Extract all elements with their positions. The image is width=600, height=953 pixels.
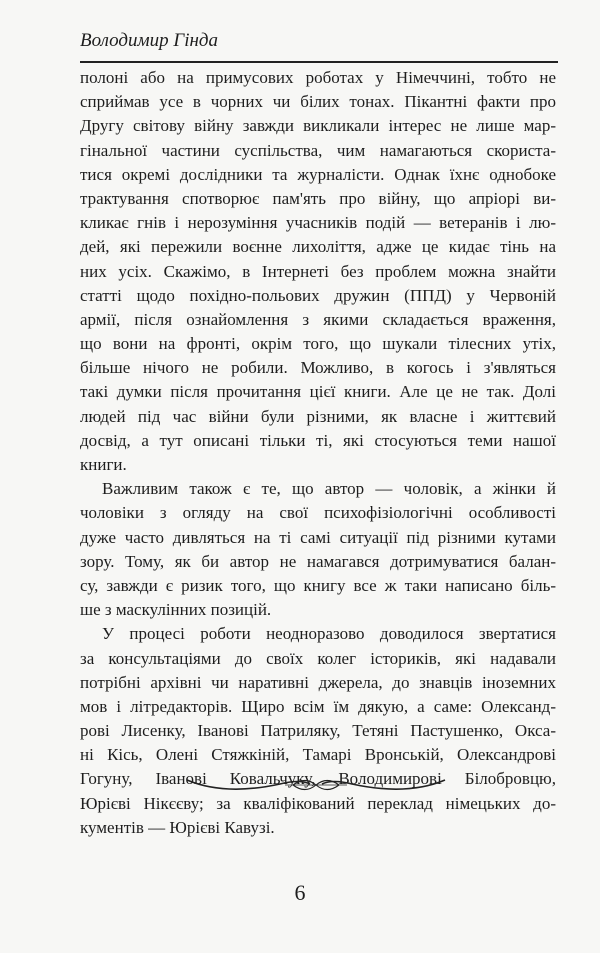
page-body <box>80 66 556 840</box>
ornament-divider <box>185 770 447 800</box>
text-line: полоні або на примусових роботах у Німеччині, тобто не <box>80 68 556 87</box>
text-line: Гогуну, Іванові Ковальчуку, Володимирові Білобровцю, <box>80 769 556 789</box>
text-line: дуже часто дивляться на ті самі ситуації під різними кутами <box>80 527 556 547</box>
text-line: Важливим також є те, що автор — чоловік, а жінки й <box>102 479 556 499</box>
text-line: гінальної частини суспільства, чим намагаються скориста- <box>80 140 556 160</box>
text-line: книги. <box>80 455 127 474</box>
text-line: кументів — Юрієві Кавузі. <box>80 817 275 837</box>
text-line: такі думки після прочитання цієї книги. Але це не так. Долі <box>80 382 556 402</box>
text-line: статті щодо похідно-польових дружин (ППД) у Червоній <box>80 285 556 305</box>
text-line: Другу світову війну завжди викликали інтерес не лише мар- <box>80 116 556 136</box>
text-line: сприймав усе в чорних чи білих тонах. Пікантні факти про <box>80 92 556 112</box>
text-line: чоловіки з огляду на свої психофізіологічні особливості <box>80 503 556 523</box>
text-line: рові Лисенку, Іванові Патриляку, Тетяні Пастушенко, Окса- <box>80 721 556 741</box>
text-line: су, завжди є ризик того, що книгу все ж таки написано біль- <box>80 575 556 595</box>
running-header-author: Володимир Гінда <box>80 30 219 51</box>
text-line: них усіх. Скажімо, в Інтернеті без проблем можна знайти <box>80 261 556 281</box>
text-line: мов і літредакторів. Щиро всім їм дякую, а саме: Олександ- <box>80 696 556 716</box>
text-line: людей під час війни були різними, як власне і життєвий <box>80 406 556 426</box>
text-line: за консультаціями до своїх колег істориків, які надавали <box>80 648 556 668</box>
header-rule <box>80 61 558 63</box>
text-line: більше нічого не робили. Можливо, в когось і з'являться <box>80 358 556 378</box>
text-line: Юрієві Нікєєву; за кваліфікований переклад німецьких до- <box>80 793 556 813</box>
text-line: зору. Тому, як би автор не намагався дотримуватися балан- <box>80 551 556 571</box>
text-line: ні Кісь, Олені Стяжкіній, Тамарі Вронській, Олександрові <box>80 745 556 765</box>
text-line: потрібні архівні чи наративні джерела, до знавців іноземних <box>80 672 556 692</box>
page-number: 6 <box>294 880 306 905</box>
text-line: досвід, а тут описані тільки ті, які стосуються теми нашої <box>80 430 556 450</box>
text-line: трактування спотворює пам'ять про війну, що апріорі ви- <box>80 188 556 208</box>
text-line: що вони на фронті, окрім того, що шукали тілесних утіх, <box>80 334 556 354</box>
text-line: ше з маскулінних позицій. <box>80 600 272 620</box>
text-line: кликає гнів і нерозуміння учасників подій — ветеранів і лю- <box>80 213 556 233</box>
text-line: У процесі роботи неодноразово доводилося звертатися <box>102 624 556 644</box>
text-line: тися окремі дослідники та журналісти. Однак їхнє однобоке <box>80 164 556 184</box>
text-line: армії, після ознайомлення з якими складається враження, <box>80 309 556 329</box>
text-line: дей, які пережили воєнне лихоліття, адже це кидає тінь на <box>80 237 556 257</box>
